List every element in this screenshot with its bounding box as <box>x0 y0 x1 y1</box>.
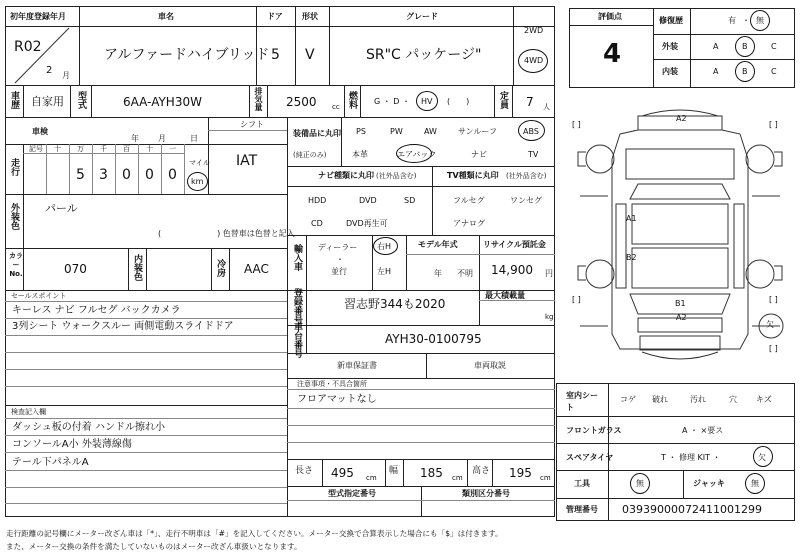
equip-leather: 本革 <box>352 150 368 159</box>
import-left-h: 左H <box>377 267 392 276</box>
digit-divider <box>138 144 139 194</box>
month-unit: 月 <box>158 134 166 143</box>
width-value: 185 <box>420 466 443 480</box>
interior-c: C <box>771 67 777 76</box>
digit-divider <box>46 144 47 194</box>
color-note: ( ) 色替車は色替と記入 <box>158 229 295 238</box>
interior-b: B <box>742 67 748 76</box>
selling-line-2: 3列シート ウォークスルー 両側電動スライドドア <box>12 321 234 332</box>
equipment-title: 装備品に丸印 <box>293 129 341 138</box>
mileage-digit: 5 <box>76 167 85 183</box>
shape-label: 形状 <box>302 12 318 21</box>
digit-divider <box>184 144 185 194</box>
height-label: 高さ <box>472 466 491 476</box>
mileage-digit: 0 <box>145 167 154 183</box>
fuel-label: 燃料 <box>347 91 357 109</box>
spare-options: T ・ 修理 KIT ・ <box>661 453 721 462</box>
manual-label: 車両取説 <box>474 361 506 370</box>
first-reg-label: 初年度登録年月 <box>10 12 66 21</box>
digit-header: 一 <box>169 145 176 153</box>
mileage-digit: 3 <box>99 167 108 183</box>
first-reg-month-unit: 月 <box>62 71 70 80</box>
mgmt-label: 管理番号 <box>566 505 598 514</box>
color-value: パール <box>45 202 78 215</box>
interior-a: A <box>713 67 719 76</box>
equipment-subtitle: (純正のみ) <box>293 151 327 159</box>
navi-dvd-play: DVD再生可 <box>346 219 388 228</box>
navi-dvd: DVD <box>359 196 377 205</box>
navi-header: ナビ種類に丸印 <box>318 171 374 180</box>
model-label: 車名 <box>158 12 174 21</box>
first-reg-month: 2 <box>46 65 53 76</box>
model-year-unit: 年 <box>434 269 442 278</box>
repair-no: 無 <box>756 16 764 25</box>
color-label: 外装色 <box>9 203 19 230</box>
shift-value: IAT <box>236 153 258 169</box>
equip-pw: PW <box>390 127 403 136</box>
inspector-line-2: コンソールA小 外装薄線傷 <box>12 439 132 450</box>
model-year-label: モデル年式 <box>418 240 458 249</box>
footer-line-2: また、メーター交換の条件を満たしていないものはメーター改ざん車扱いとなります。 <box>6 542 302 551</box>
digit-divider <box>115 144 116 194</box>
model-value: アルファードハイブリッド <box>104 47 270 63</box>
year-unit: 年 <box>131 134 139 143</box>
tools-label: 工具 <box>574 479 590 488</box>
equip-ps: PS <box>356 127 366 136</box>
glass-label: フロントガラス <box>566 426 622 435</box>
score-label: 評価点 <box>598 12 622 21</box>
car-damage-diagram <box>560 104 800 370</box>
exterior-b: B <box>742 42 748 51</box>
length-value: 495 <box>331 466 354 480</box>
navi-hdd: HDD <box>308 196 327 205</box>
selling-line-1: キーレス ナビ フルセグ バックカメラ <box>12 305 181 316</box>
usage-label: 車歴 <box>9 91 19 109</box>
grade-label: グレード <box>406 12 438 21</box>
diag-bracket-3: [ ] <box>572 295 581 304</box>
navi-sd: SD <box>404 196 416 205</box>
tv-oneseg: ワンセグ <box>510 196 542 205</box>
equip-tv: TV <box>528 150 539 159</box>
import-parallel: 並行 <box>331 267 347 276</box>
tv-header-note: (社外品含む) <box>506 172 547 180</box>
type-value: 6AA-AYH30W <box>123 95 202 109</box>
door-label: ドア <box>267 12 283 21</box>
repair-label: 修復歴 <box>659 16 683 25</box>
jack-label: ジャッキ <box>693 479 725 488</box>
navi-header-note: (社外品含む) <box>376 172 417 180</box>
equip-airbag: エアバック <box>397 150 437 159</box>
seat-label: 室内シート <box>566 391 598 412</box>
registration-label: 登録番号 <box>292 288 302 324</box>
notes-label: 注意事項・不具合箇所 <box>297 380 367 388</box>
height-unit: cm <box>540 474 551 482</box>
import-right-h: 右H <box>377 242 392 251</box>
inspector-label: 検査記入欄 <box>11 408 46 416</box>
diag-a1: A1 <box>626 214 637 223</box>
mgmt-value: 03939000072411001299 <box>622 503 762 516</box>
tv-analog: アナログ <box>453 219 485 228</box>
digit-header: 十 <box>146 145 153 153</box>
repair-yes: 有 <box>728 16 736 25</box>
shape-value: V <box>305 47 315 63</box>
diag-bracket-2: [ ] <box>769 120 778 129</box>
interior-color-label: 内装色 <box>132 254 142 281</box>
equip-navi: ナビ <box>471 150 487 159</box>
height-value: 195 <box>509 466 532 480</box>
ac-label: 冷房 <box>215 259 225 277</box>
chassis-value: AYH30-0100795 <box>385 332 482 346</box>
seat-yabure: 破れ <box>652 395 668 404</box>
mileage-digit: 0 <box>168 167 177 183</box>
grade-value: SR"C パッケージ" <box>366 47 482 63</box>
navi-cd: CD <box>311 219 323 228</box>
glass-options: A ・ ×要ス <box>682 426 724 435</box>
inspector-line-3: テール下パネルA <box>12 457 89 468</box>
tv-fullseg: フルセグ <box>453 196 485 205</box>
recycle-unit: 円 <box>545 269 553 278</box>
equip-abs: ABS <box>523 127 539 136</box>
recycle-label: リサイクル預託金 <box>483 240 546 249</box>
seat-yogore: 汚れ <box>690 395 706 404</box>
diag-bracket-1: [ ] <box>572 120 581 129</box>
import-dealer: ディーラー <box>318 243 358 252</box>
import-dot: ・ <box>336 255 344 264</box>
recycle-value: 14,900 <box>491 263 533 277</box>
color-no-label: カラーNo. <box>9 252 23 278</box>
ac-value: AAC <box>244 262 269 276</box>
type-label: 型式 <box>76 91 86 109</box>
digit-header: 千 <box>100 145 107 153</box>
exterior-label: 外装 <box>662 42 678 51</box>
chassis-label: 車台番号 <box>292 322 302 358</box>
fuel-hv: HV <box>421 97 433 106</box>
warranty-label: 新車保証書 <box>337 361 377 370</box>
spare-label: スペアタイヤ <box>566 453 614 462</box>
equip-sunroof: サンルーフ <box>458 127 497 136</box>
equip-aw: AW <box>424 127 437 136</box>
capacity-unit: 人 <box>543 103 550 111</box>
registration-value: 習志野344も2020 <box>344 297 446 311</box>
digit-header: 記号 <box>29 145 43 153</box>
fuel-options: G ・ D ・ <box>374 97 410 106</box>
notes-line-1: フロアマットなし <box>297 394 377 405</box>
max-load-unit: kg <box>545 313 554 321</box>
length-unit: cm <box>366 474 377 482</box>
tv-header: TV種類に丸印 <box>447 171 499 180</box>
displacement-value: 2500 <box>286 95 317 109</box>
max-load-label: 最大積載量 <box>485 291 525 300</box>
day-unit: 日 <box>190 134 198 143</box>
inspector-line-1: ダッシュ板の付着 ハンドル擦れ小 <box>12 422 165 433</box>
drive-2wd: 2WD <box>524 26 544 35</box>
seat-kizu: キズ <box>756 395 772 404</box>
fuel-paren: ( ) <box>447 97 470 106</box>
diag-bracket-4: [ ] <box>769 295 778 304</box>
usage-value: 自家用 <box>31 95 64 108</box>
score-value: 4 <box>603 39 622 69</box>
displacement-label: 排気量 <box>254 87 263 111</box>
exterior-a: A <box>713 42 719 51</box>
digit-header: 万 <box>77 145 84 153</box>
door-value: 5 <box>271 47 280 63</box>
diag-b1: B1 <box>675 299 686 308</box>
import-label: 輸入車 <box>292 244 302 271</box>
digit-header: 十 <box>54 145 61 153</box>
model-year-unknown: 不明 <box>457 269 473 278</box>
spare-missing: 欠 <box>758 453 766 462</box>
first-reg-era: R02 <box>14 39 42 55</box>
km-label: km <box>191 177 204 186</box>
type-designation-label: 型式指定番号 <box>328 489 376 498</box>
repair-dot: ・ <box>742 16 750 25</box>
category-label: 類別区分番号 <box>462 489 510 498</box>
capacity-value: 7 <box>526 95 534 109</box>
digit-header: 百 <box>123 145 130 153</box>
width-unit: cm <box>452 474 463 482</box>
interior-label: 内装 <box>662 67 678 76</box>
seat-ana: 穴 <box>729 395 737 404</box>
seat-koge: コゲ <box>620 395 636 404</box>
digit-divider <box>69 144 70 194</box>
diag-missing: 欠 <box>766 320 774 329</box>
displacement-unit: cc <box>332 103 340 111</box>
diag-b2: B2 <box>626 253 637 262</box>
color-no-value: 070 <box>64 262 87 276</box>
selling-label: セールスポイント <box>11 292 67 300</box>
shift-label: シフト <box>240 120 264 129</box>
length-label: 長さ <box>295 466 314 476</box>
width-label: 幅 <box>389 466 399 476</box>
mileage-label: 走行 <box>9 158 19 176</box>
mileage-digit: 0 <box>122 167 131 183</box>
shaken-label: 車検 <box>32 127 48 136</box>
footer-line-1: 走行距離の記号欄にメーター改ざん車は「*」、走行不明車は「#」を記入してください。メーター交換で合算表示した場合にも「$」は付きます。 <box>6 529 503 538</box>
capacity-label: 定員 <box>498 91 508 109</box>
diag-bracket-5: [ ] <box>769 344 778 353</box>
tools-value: 無 <box>636 479 644 488</box>
diag-a2-top: A2 <box>676 114 687 123</box>
drive-4wd: 4WD <box>524 56 544 65</box>
digit-divider <box>161 144 162 194</box>
jack-value: 無 <box>751 479 759 488</box>
exterior-c: C <box>771 42 777 51</box>
diag-a2-bottom: A2 <box>676 313 687 322</box>
mile-label: マイル <box>189 159 210 167</box>
digit-divider <box>92 144 93 194</box>
